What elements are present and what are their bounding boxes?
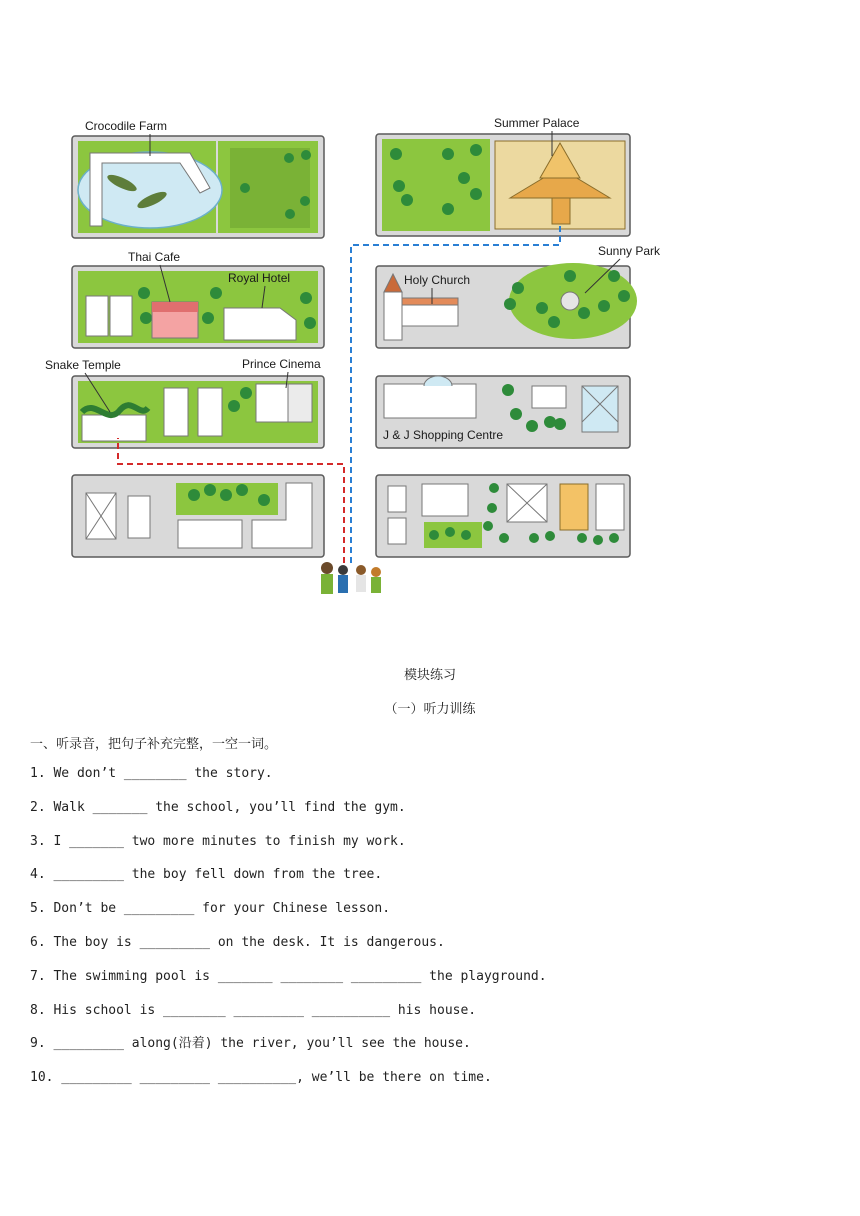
question-item: 8. His school is ________ _________ __________ his house. xyxy=(30,1002,477,1018)
question-item: 9. _________ along(沿着) the river, you’ll see the house. xyxy=(30,1036,471,1052)
block-crocodile-farm xyxy=(72,136,324,238)
block-bottom-right xyxy=(376,475,630,557)
block-bottom-left xyxy=(72,475,324,557)
holy-church-building xyxy=(384,292,402,340)
shopping-centre-building xyxy=(384,384,476,418)
label-shopping-centre: J & J Shopping Centre xyxy=(383,428,504,442)
label-sunny-park: Sunny Park xyxy=(598,244,661,258)
fountain-icon xyxy=(561,292,579,310)
royal-hotel-building xyxy=(224,308,296,340)
question-item: 7. The swimming pool is _______ ________ _________ the playground. xyxy=(30,968,547,984)
question-item: 3. I _______ two more minutes to finish my work. xyxy=(30,833,406,849)
question-item: 1. We don’t ________ the story. xyxy=(30,766,273,781)
label-thai-cafe: Thai Cafe xyxy=(128,250,181,264)
question-list xyxy=(30,765,547,1103)
block-summer-palace xyxy=(376,134,630,236)
label-prince-cinema: Prince Cinema xyxy=(242,357,321,371)
document-title: 模块练习 xyxy=(403,668,456,683)
children-icon xyxy=(321,562,381,594)
question-item: 6. The boy is _________ on the desk. It is dangerous. xyxy=(30,934,445,950)
question-item: 10. _________ _________ __________, we’ll be there on time. xyxy=(30,1070,492,1086)
instruction-text: 一、听录音，把句子补充完整，一空一词。 xyxy=(30,737,278,752)
label-snake-temple: Snake Temple xyxy=(45,358,121,372)
label-holy-church: Holy Church xyxy=(404,273,471,287)
question-item: 2. Walk _______ the school, you’ll find the gym. xyxy=(30,799,406,815)
label-crocodile-farm: Crocodile Farm xyxy=(85,119,168,133)
label-royal-hotel: Royal Hotel xyxy=(228,271,291,285)
town-map xyxy=(40,108,680,608)
question-item: 4. _________ the boy fell down from the tree. xyxy=(30,867,383,883)
section-title: （一）听力训练 xyxy=(384,702,476,717)
question-item: 5. Don’t be _________ for your Chinese lesson. xyxy=(30,901,391,917)
snake-temple-building xyxy=(82,415,146,441)
label-summer-palace: Summer Palace xyxy=(494,116,580,130)
